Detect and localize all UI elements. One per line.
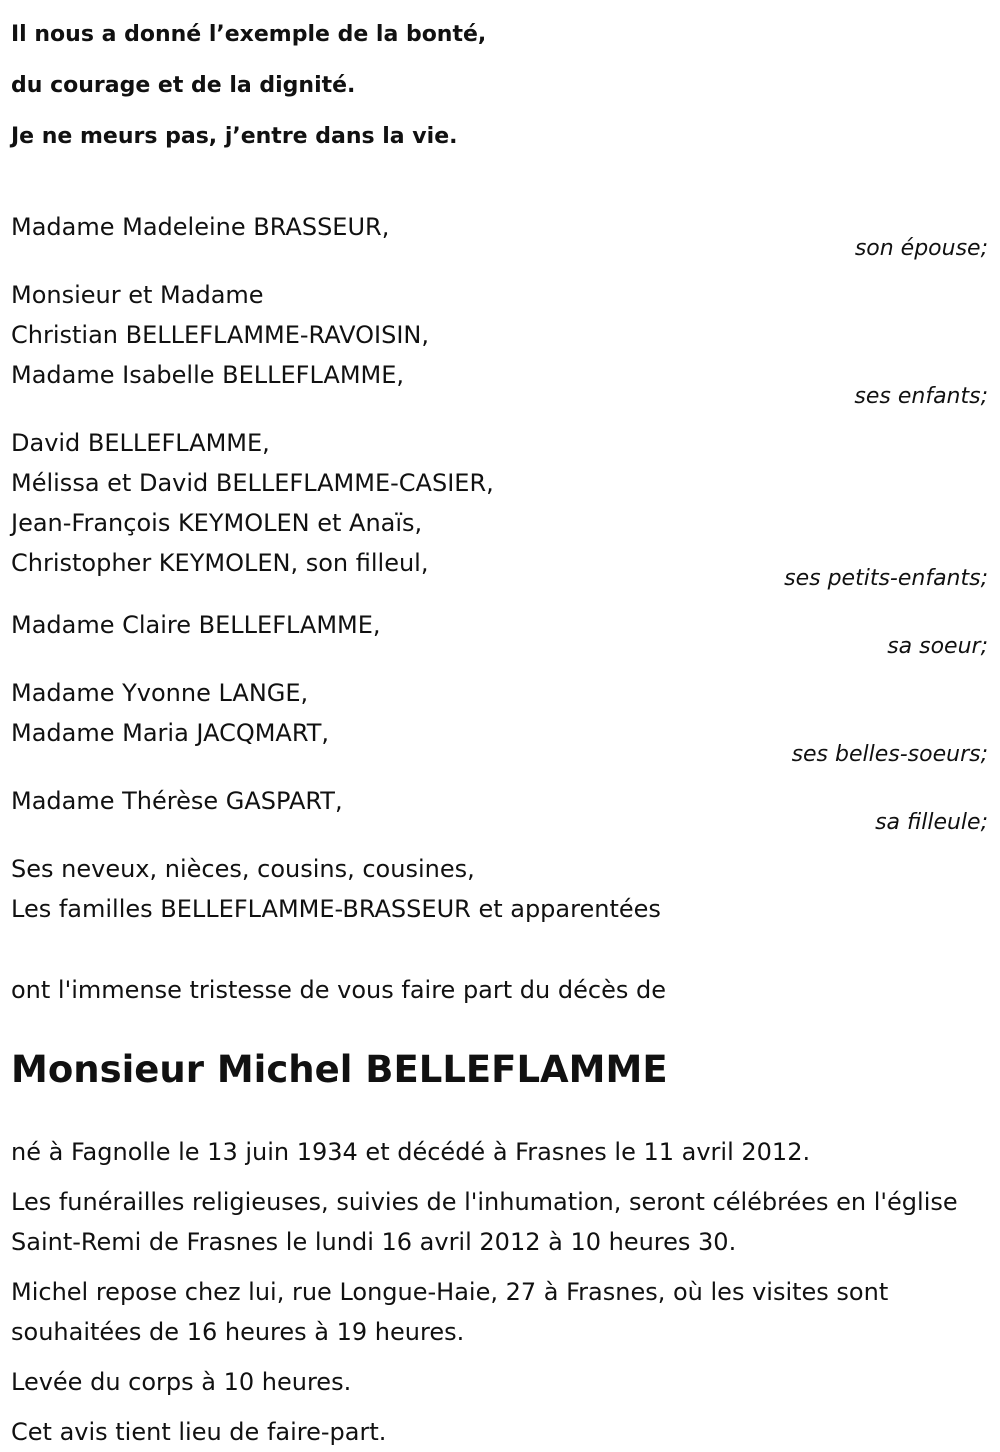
mourner-name: Mélissa et David BELLEFLAMME-CASIER,: [11, 469, 494, 497]
quote-line: Je ne meurs pas, j’entre dans la vie.: [11, 124, 458, 149]
relationship-label: ses enfants;: [854, 384, 988, 409]
relationship-label: ses petits-enfants;: [784, 566, 988, 591]
relationship-label: son épouse;: [854, 236, 988, 261]
funeral-details: [11, 1132, 990, 1452]
epitaph-quote: [11, 0, 990, 162]
visitation-info: Michel repose chez lui, rue Longue-Haie, 27 à Frasnes, où les visites sont souhaitées de 16 heures à 19 heures.: [11, 1278, 889, 1346]
quote-line: Il nous a donné l’exemple de la bonté,: [11, 22, 487, 47]
notice-statement: Cet avis tient lieu de faire-part.: [11, 1418, 387, 1446]
mourner-group-spouse: [11, 207, 990, 261]
announcement-text: ont l'immense tristesse de vous faire part du décès de: [11, 976, 666, 1004]
mourner-group-grandchildren: [11, 423, 990, 591]
relatives-line: Ses neveux, nièces, cousins, cousines,: [11, 855, 475, 883]
mourner-group-children: [11, 275, 990, 409]
extended-family: [11, 849, 990, 929]
mourner-name: Madame Yvonne LANGE,: [11, 679, 309, 707]
mourner-name: Madame Isabelle BELLEFLAMME,: [11, 361, 405, 389]
birth-death-dates: né à Fagnolle le 13 juin 1934 et décédé à Frasnes le 11 avril 2012.: [11, 1138, 811, 1166]
relationship-label: sa filleule;: [875, 810, 988, 835]
funeral-ceremony-info: Les funérailles religieuses, suivies de l'inhumation, seront célébrées en l'église Saint-Remi de Frasnes le lundi 16 avril 2012 à 10 heures 30.: [11, 1188, 958, 1256]
mourner-name: David BELLEFLAMME,: [11, 429, 270, 457]
relatives-line: Les familles BELLEFLAMME-BRASSEUR et apparentées: [11, 895, 661, 923]
mourner-name: Jean-François KEYMOLEN et Anaïs,: [11, 509, 423, 537]
mourner-name: Christian BELLEFLAMME-RAVOISIN,: [11, 321, 429, 349]
mourner-name: Madame Thérèse GASPART,: [11, 787, 343, 815]
relationship-label: ses belles-soeurs;: [791, 742, 988, 767]
mourner-name: Christopher KEYMOLEN, son filleul,: [11, 549, 429, 577]
mourner-name: Madame Madeleine BRASSEUR,: [11, 213, 390, 241]
body-removal-info: Levée du corps à 10 heures.: [11, 1368, 352, 1396]
mourner-name: Monsieur et Madame: [11, 281, 264, 309]
mourner-group-sister: [11, 605, 990, 659]
mourner-group-goddaughter: [11, 781, 990, 835]
deceased-name: Monsieur Michel BELLEFLAMME: [11, 1048, 668, 1091]
quote-line: du courage et de la dignité.: [11, 73, 356, 98]
relationship-label: sa soeur;: [887, 634, 988, 659]
mourner-name: Madame Claire BELLEFLAMME,: [11, 611, 381, 639]
mourner-name: Madame Maria JACQMART,: [11, 719, 330, 747]
mourner-group-sisters-in-law: [11, 673, 990, 767]
